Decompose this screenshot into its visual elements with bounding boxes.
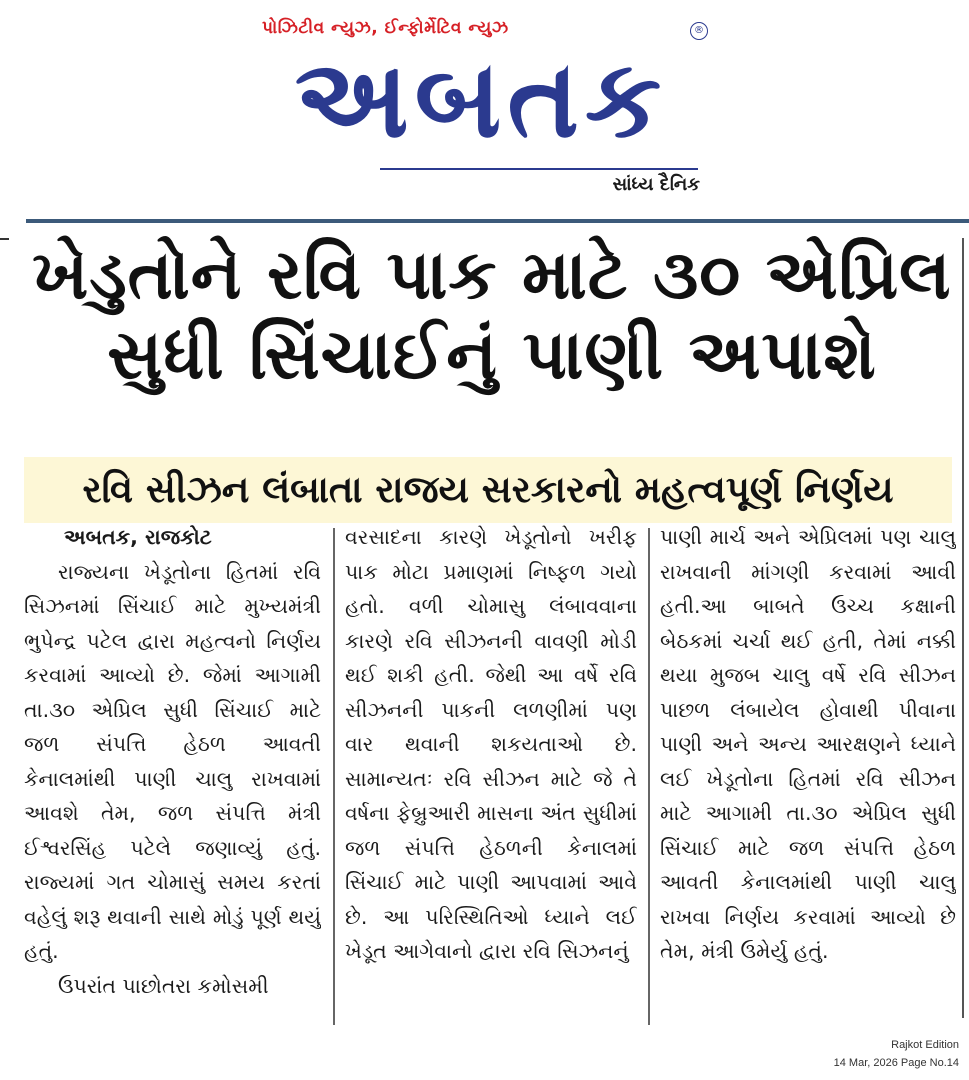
masthead-subtitle: સાંધ્ય દૈનિક — [612, 174, 700, 195]
registered-mark: ® — [690, 22, 708, 40]
article-column-3 — [660, 520, 956, 1025]
article-subheadline: રવિ સીઝન લંબાતા રાજય સરકારનો મહત્વપૂર્ણ નિર્ણય — [24, 457, 952, 523]
article-paragraph: વરસાદના કારણે ખેડૂતોનો ખરીફ પાક મોટા પ્રમાણમાં નિષ્ફળ ગયો હતો. વળી ચોમાસુ લંબાવવાના કારણે રવિ સીઝનની વાવણી મોડી થઈ શકી હતી. જેથી આ વર્ષે રવિ સીઝનની પાકની લળણીમાં પણ વાર થવાની શકયતાઓ છે. સામાન્યતઃ રવિ સીઝન માટે જે તે વર્ષના ફેબ્રુઆરી માસના અંત સુધીમાં જળ સંપત્તિ હેઠળની કેનાલમાં સિંચાઈ માટે પાણી આપવામાં આવે છે. આ પરિસ્થિતિઓ ધ્યાને લઈ ખેડૂત આગેવાનો દ્વારા રવિ સિઝનનું — [345, 525, 637, 963]
masthead — [0, 0, 969, 210]
article-paragraph: પાણી માર્ચ અને એપ્રિલમાં પણ ચાલુ રાખવાની માંગણી કરવામાં આવી હતી.આ બાબતે ઉચ્ચ કક્ષાની બેઠકમાં ચર્ચા થઈ હતી, તેમાં નક્કી થયા મુજબ ચાલુ વર્ષે રવિ સીઝન પાછળ લંબાયેલ હોવાથી પીવાના પાણી અને અન્ય આરક્ષણને ધ્યાને લઈ ખેડૂતોના હિતમાં રવિ સીઝન માટે આગામી તા.૩૦ એપ્રિલ સુધી સિંચાઈ માટે જળ સંપત્તિ હેઠળ આવતી કેનાલમાંથી પાણી ચાલુ રાખવા નિર્ણય કરવામાં આવ્યો છે તેમ, મંત્રી ઉમેર્યુ હતું. — [660, 525, 956, 963]
page-border-right — [962, 238, 964, 1018]
tagline: પોઝિટીવ ન્યુઝ, ઈન્ફોર્મેટિવ ન્યુઝ — [262, 18, 509, 38]
header-divider — [26, 219, 969, 223]
edition-info — [834, 1036, 959, 1072]
column-divider — [333, 528, 335, 1025]
article-body — [24, 520, 958, 1025]
article-paragraph: રાજ્યના ખેડૂતોના હિતમાં રવિ સિઝનમાં સિંચાઈ માટે મુખ્યમંત્રી ભુપેન્દ્ર પટેલ દ્વારા મહત્વનો નિર્ણય કરવામાં આવ્યો છે. જેમાં આગામી તા.૩૦ એપ્રિલ સુધી સિંચાઈ માટે જળ સંપત્તિ હેઠળ આવતી કેનાલમાંથી પાણી ચાલુ રાખવામાં આવશે તેમ, જળ સંપત્તિ મંત્રી ઈશ્વરસિંહ પટેલે જણાવ્યું હતું. રાજ્યમાં ગત ચોમાસું સમય કરતાં વહેલું શરૂ થવાની સાથે મોડું પૂર્ણ થયું હતું. — [24, 559, 321, 963]
headline-line-1: ખેડુતોને રવિ પાક માટે ૩૦ એપ્રિલ — [32, 236, 952, 315]
newspaper-logo: અબતક — [294, 37, 668, 162]
logo-underline — [380, 168, 698, 170]
dateline: અબતક, રાજકોટ — [64, 525, 212, 549]
article-column-2 — [345, 520, 637, 1025]
edition-date-page: 14 Mar, 2026 Page No.14 — [833, 1057, 959, 1069]
headline-line-2: સુધી સિંચાઈનું પાણી અપાશે — [107, 316, 877, 396]
article-headline — [22, 236, 962, 396]
crop-mark — [0, 238, 9, 240]
article-column-1 — [24, 520, 321, 1025]
article-paragraph: ઉપરાંત પાછોતરા કમોસમી — [58, 973, 269, 998]
edition-name: Rajkot Edition — [891, 1039, 959, 1051]
column-divider — [648, 528, 650, 1025]
